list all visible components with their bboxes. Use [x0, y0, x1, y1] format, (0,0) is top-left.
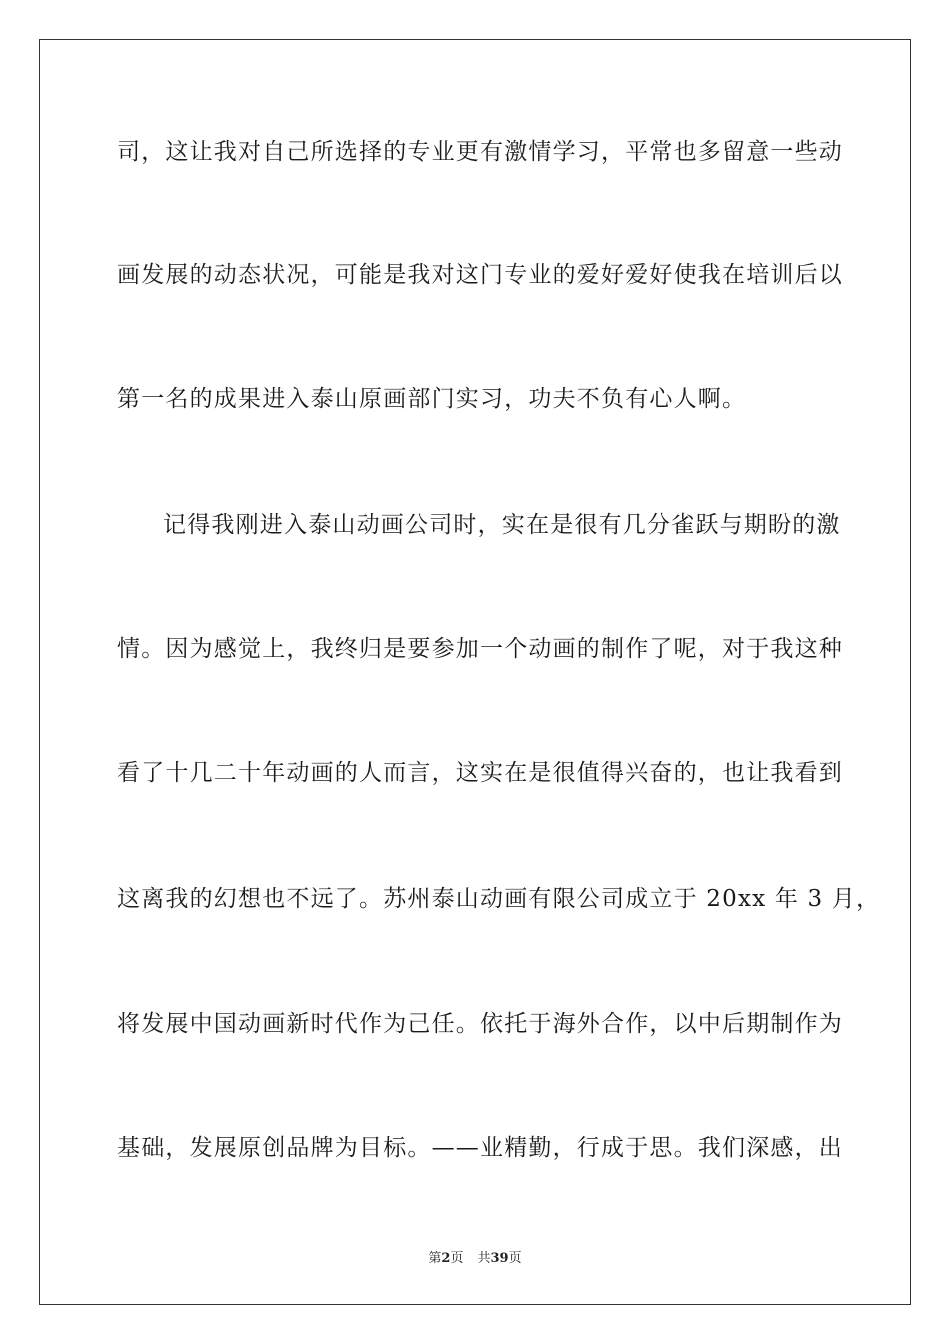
page-number: 2: [441, 1251, 451, 1266]
text-line-9: 基础，发展原创品牌为目标。——业精勤，行成于思。我们深感，出: [117, 1135, 843, 1161]
text-line-8: 将发展中国动画新时代作为己任。依托于海外合作，以中后期制作为: [117, 1011, 843, 1037]
total-pages: 39: [490, 1251, 509, 1266]
page-prefix: 第: [428, 1251, 442, 1266]
page-footer: [0, 1247, 950, 1266]
page-suffix: 页: [450, 1251, 464, 1266]
total-prefix: 共: [477, 1251, 491, 1266]
text-line-7: 这离我的幻想也不远了。苏州泰山动画有限公司成立于 20xx 年 3 月，: [117, 886, 881, 912]
text-line-1: 司，这让我对自己所选择的专业更有激情学习，平常也多留意一些动: [117, 139, 843, 165]
total-suffix: 页: [508, 1251, 522, 1266]
page-border: [39, 39, 911, 1305]
text-line-5: 情。因为感觉上，我终归是要参加一个动画的制作了呢，对于我这种: [117, 636, 843, 662]
text-line-3: 第一名的成果进入泰山原画部门实习，功夫不负有心人啊。: [117, 386, 747, 412]
text-line-2: 画发展的动态状况，可能是我对这门专业的爱好爱好使我在培训后以: [117, 262, 843, 288]
text-line-6: 看了十几二十年动画的人而言，这实在是很值得兴奋的，也让我看到: [117, 760, 843, 786]
text-line-4: 记得我刚进入泰山动画公司时，实在是很有几分雀跃与期盼的激: [163, 512, 841, 538]
